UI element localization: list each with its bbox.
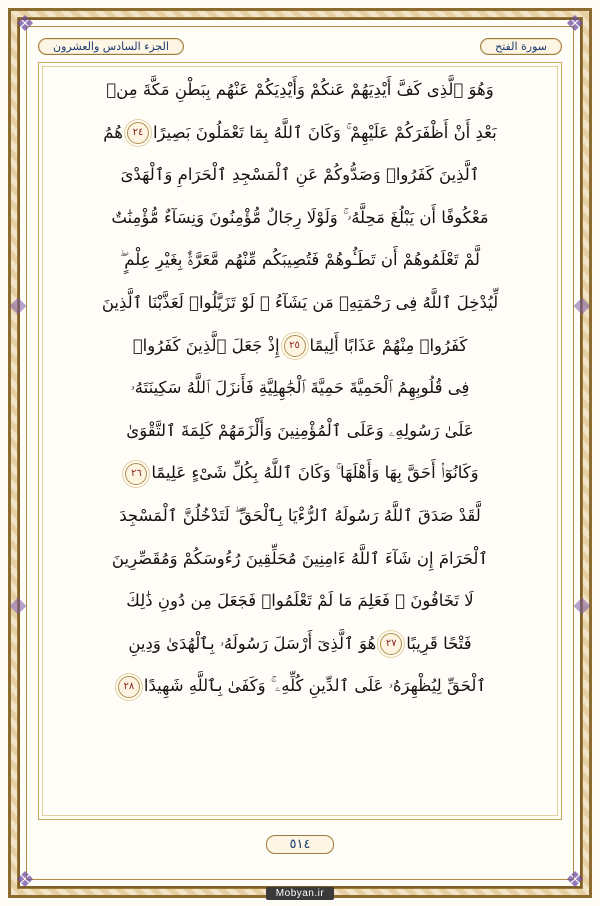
ayah-text: لَّقَدْ صَدَقَ ٱللَّهُ رَسُولَهُ ٱلرُّءْيَا بِٱلْحَقِّ ۖ لَتَدْخُلُنَّ ٱلْمَسْجِدَ — [119, 505, 481, 525]
ayah-text: فَتْحًا قَرِيبًا — [406, 633, 472, 653]
page-number: ٥١٤ — [266, 835, 334, 854]
ayah-line — [47, 69, 553, 112]
ayah-line — [47, 452, 553, 495]
ayah-text: فِى قُلُوبِهِمُ ٱلْحَمِيَّةَ حَمِيَّةَ ٱلْجَٰهِلِيَّةِ فَأَنزَلَ ٱللَّهُ سَكِينَتَهُۥ — [130, 378, 470, 398]
ayah-text-continued: هُوَ ٱلَّذِىٓ أَرْسَلَ رَسُولَهُۥ بِٱلْهُدَىٰ وَدِينِ — [128, 633, 377, 653]
ayah-text: بَعْدِ أَنْ أَظْفَرَكُمْ عَلَيْهِمْ ۚ وَكَانَ ٱللَّهُ بِمَا تَعْمَلُونَ بَصِيرًا — [152, 122, 497, 142]
corner-ornament-bottom-left: ❖ — [15, 868, 35, 893]
ayah-number-medallion: ٢٧ — [380, 633, 402, 655]
juz-label: الجزء السادس والعشرون — [38, 38, 184, 55]
ayah-line — [47, 239, 553, 282]
ayah-number-medallion: ٢٤ — [127, 122, 149, 144]
quran-text-frame — [38, 62, 562, 820]
ayah-line — [47, 154, 553, 197]
ayah-text-continued: إِذْ جَعَلَ ٱلَّذِينَ كَفَرُوا۟ — [132, 335, 280, 355]
ayah-number-medallion: ٢٦ — [125, 463, 147, 485]
ayah-number-medallion: ٢٨ — [118, 676, 140, 698]
ayah-text: عَلَىٰ رَسُولِهِۦ وَعَلَى ٱلْمُؤْمِنِينَ وَأَلْزَمَهُمْ كَلِمَةَ ٱلتَّقْوَىٰ — [126, 420, 474, 440]
ayah-text: لِّيُدْخِلَ ٱللَّهُ فِى رَحْمَتِهِۦ مَن يَشَآءُ ۚ لَوْ تَزَيَّلُوا۟ لَعَذَّبْنَا ٱلَّذِينَ — [101, 292, 499, 312]
surah-name-label: سورة الفتح — [480, 38, 562, 55]
page-header — [38, 34, 562, 58]
corner-ornament-top-left: ❖ — [15, 12, 35, 37]
ayah-line — [47, 495, 553, 538]
ayah-line — [47, 367, 553, 410]
ayah-number-medallion: ٢٥ — [284, 335, 306, 357]
ayah-lines-container — [47, 69, 553, 708]
ayah-line — [47, 282, 553, 325]
ayah-text: ٱلْحَرَامَ إِن شَآءَ ٱللَّهُ ءَامِنِينَ مُحَلِّقِينَ رُءُوسَكُمْ وَمُقَصِّرِينَ — [111, 548, 489, 568]
ayah-line — [47, 112, 553, 155]
ayah-line — [47, 538, 553, 581]
ayah-line — [47, 623, 553, 666]
ayah-text: وَهُوَ ٱلَّذِى كَفَّ أَيْدِيَهُمْ عَنكُمْ وَأَيْدِيَكُمْ عَنْهُم بِبَطْنِ مَكَّةَ مِنۢ — [106, 80, 494, 99]
ayah-text: ٱلْحَقِّ لِيُظْهِرَهُۥ عَلَى ٱلدِّينِ كُلِّهِۦ ۚ وَكَفَىٰ بِٱللَّهِ شَهِيدًا — [143, 676, 487, 696]
ayah-line — [47, 325, 553, 368]
ayah-line — [47, 580, 553, 623]
page-number-container — [0, 833, 600, 854]
ayah-text: لَّمْ تَعْلَمُوهُمْ أَن تَطَـُٔوهُمْ فَتُصِيبَكُم مِّنْهُم مَّعَرَّةٌۢ بِغَيْرِ عِلْمٍ ۖ — [120, 250, 480, 270]
ayah-text: وَكَانُوٓا۟ أَحَقَّ بِهَا وَأَهْلَهَا ۚ وَكَانَ ٱللَّهُ بِكُلِّ شَىْءٍ عَلِيمًا — [151, 463, 479, 483]
ayah-line — [47, 665, 553, 708]
ayah-text: مَعْكُوفًا أَن يَبْلُغَ مَحِلَّهُۥ ۚ وَلَوْلَا رِجَالٌ مُّؤْمِنُونَ وَنِسَآءٌ مُّؤْمِنَٰتٌ — [111, 207, 489, 227]
ayah-text: ٱلَّذِينَ كَفَرُوا۟ وَصَدُّوكُمْ عَنِ ٱلْمَسْجِدِ ٱلْحَرَامِ وَٱلْهَدْىَ — [120, 165, 480, 185]
ayah-text: لَا تَخَافُونَ ۖ فَعَلِمَ مَا لَمْ تَعْلَمُوا۟ فَجَعَلَ مِن دُونِ ذَٰلِكَ — [126, 591, 474, 611]
corner-ornament-top-right: ❖ — [565, 12, 585, 37]
site-watermark: Mobyan.ir — [266, 887, 334, 900]
ayah-line — [47, 410, 553, 453]
ayah-line — [47, 197, 553, 240]
watermark-container — [0, 881, 600, 900]
ayah-text-continued: هُمُ — [103, 122, 123, 142]
corner-ornament-bottom-right: ❖ — [565, 868, 585, 893]
ayah-text: كَفَرُوا۟ مِنْهُمْ عَذَابًا أَلِيمًا — [309, 335, 468, 355]
